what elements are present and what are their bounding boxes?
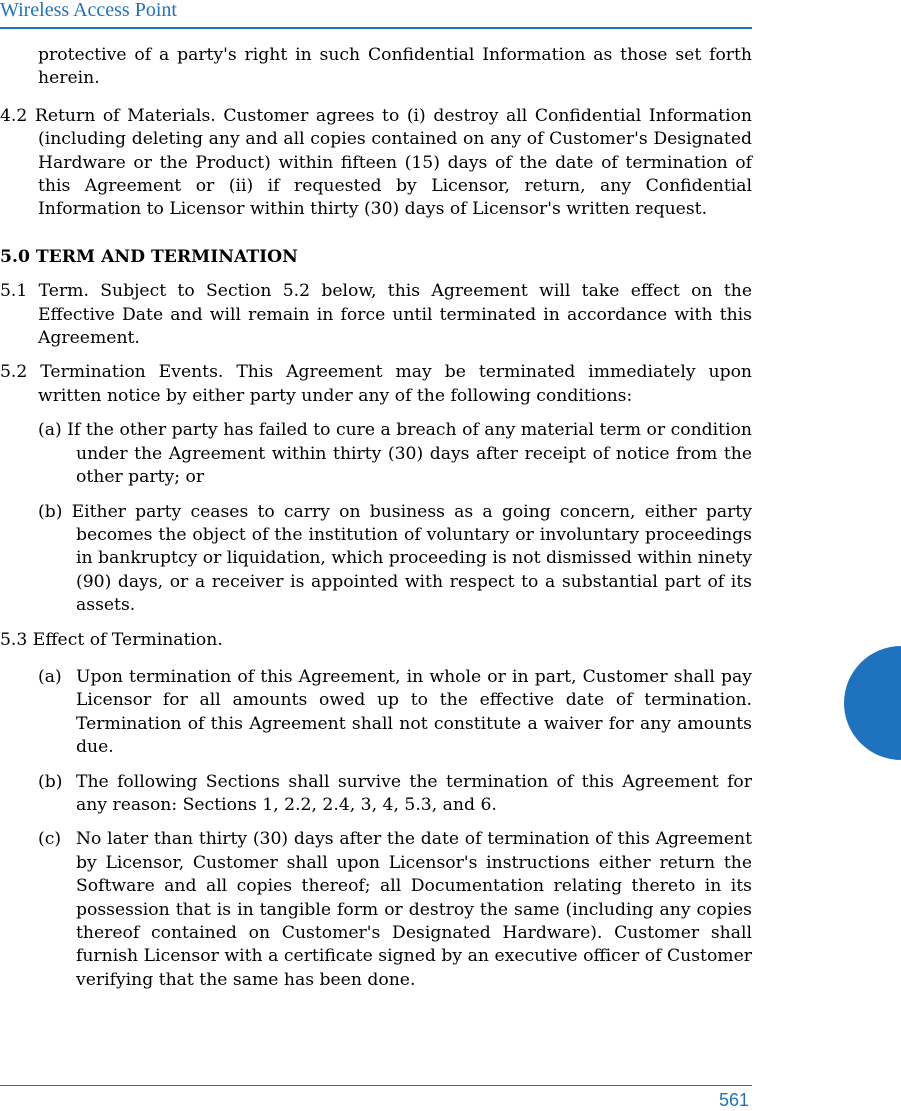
paragraph-continued: protective of a party's right in such Confidential Information as those set forth herein. [38,45,752,89]
section-5-2-a: (a) If the other party has failed to cure a breach of any material term or condition under the Agreement within thirty (30) days after receipt of notice from the other party; or [38,420,752,488]
section-5-2-termination-events: 5.2 Termination Events. This Agreement may be terminated immediately upon written notice by either party under any of the following conditions: [0,362,752,406]
list-item-text: The following Sections shall survive the termination of this Agreement for any reason: Sections 1, 2.2, 2.4, 3, 4, 5.3, and 6. [76,771,752,815]
section-5-1-term: 5.1 Term. Subject to Section 5.2 below, this Agreement will take effect on the Effective Date and will remain in force until terminated in accordance with this Agreement. [0,281,752,349]
section-4-2-return-of-materials: 4.2 Return of Materials. Customer agrees to (i) destroy all Confidential Information (including deleting any and all copies contained on any of Customer's Designated Hardware or the Product) within fifteen (15) days of the date of termination of this Agreement or (ii) if requested by Licensor, return, any Confidential Information to Licensor within thirty (30) days of Licensor's written request. [0,105,752,220]
chapter-thumb-tab [844,646,901,760]
section-heading-term-and-termination: 5.0 TERM AND TERMINATION [0,246,298,267]
header-rule [0,27,752,29]
list-item [38,828,752,992]
list-item [38,666,752,760]
page-number: 561 [718,1090,749,1110]
list-item-label: (c) [38,829,62,850]
section-5-3-effect-of-termination: 5.3 Effect of Termination. [0,629,223,650]
list-item-text: Upon termination of this Agreement, in whole or in part, Customer shall pay Licensor for all amounts owed up to the effective date of termination. Termination of this Agreement shall not constitute a waiver for any amounts due. [76,666,752,758]
section-5-2-b: (b) Either party ceases to carry on business as a going concern, either party becomes the object of the institution of voluntary or involuntary proceedings in bankruptcy or liquidation, which proceeding is not dismissed within ninety (90) days, or a receiver is appointed with respect to a substantial part of its assets. [38,501,752,616]
document-body [0,44,752,992]
list-item-text: No later than thirty (30) days after the date of termination of this Agreement by Licensor, Customer shall upon Licensor's instructions either return the Software and all copies thereof; all Documentation relating thereto in its possession that is in tangible form or destroy the same (including any copies thereof contained on Customer's Designated Hardware). Customer shall furnish Licensor with a certificate signed by an executive officer of Customer verifying that the same has been done. [76,829,752,990]
list-item-label: (b) [38,771,63,792]
header-title: Wireless Access Point [0,0,177,21]
list-item [38,771,752,818]
footer-rule [0,1085,752,1086]
list-item-label: (a) [38,666,62,687]
